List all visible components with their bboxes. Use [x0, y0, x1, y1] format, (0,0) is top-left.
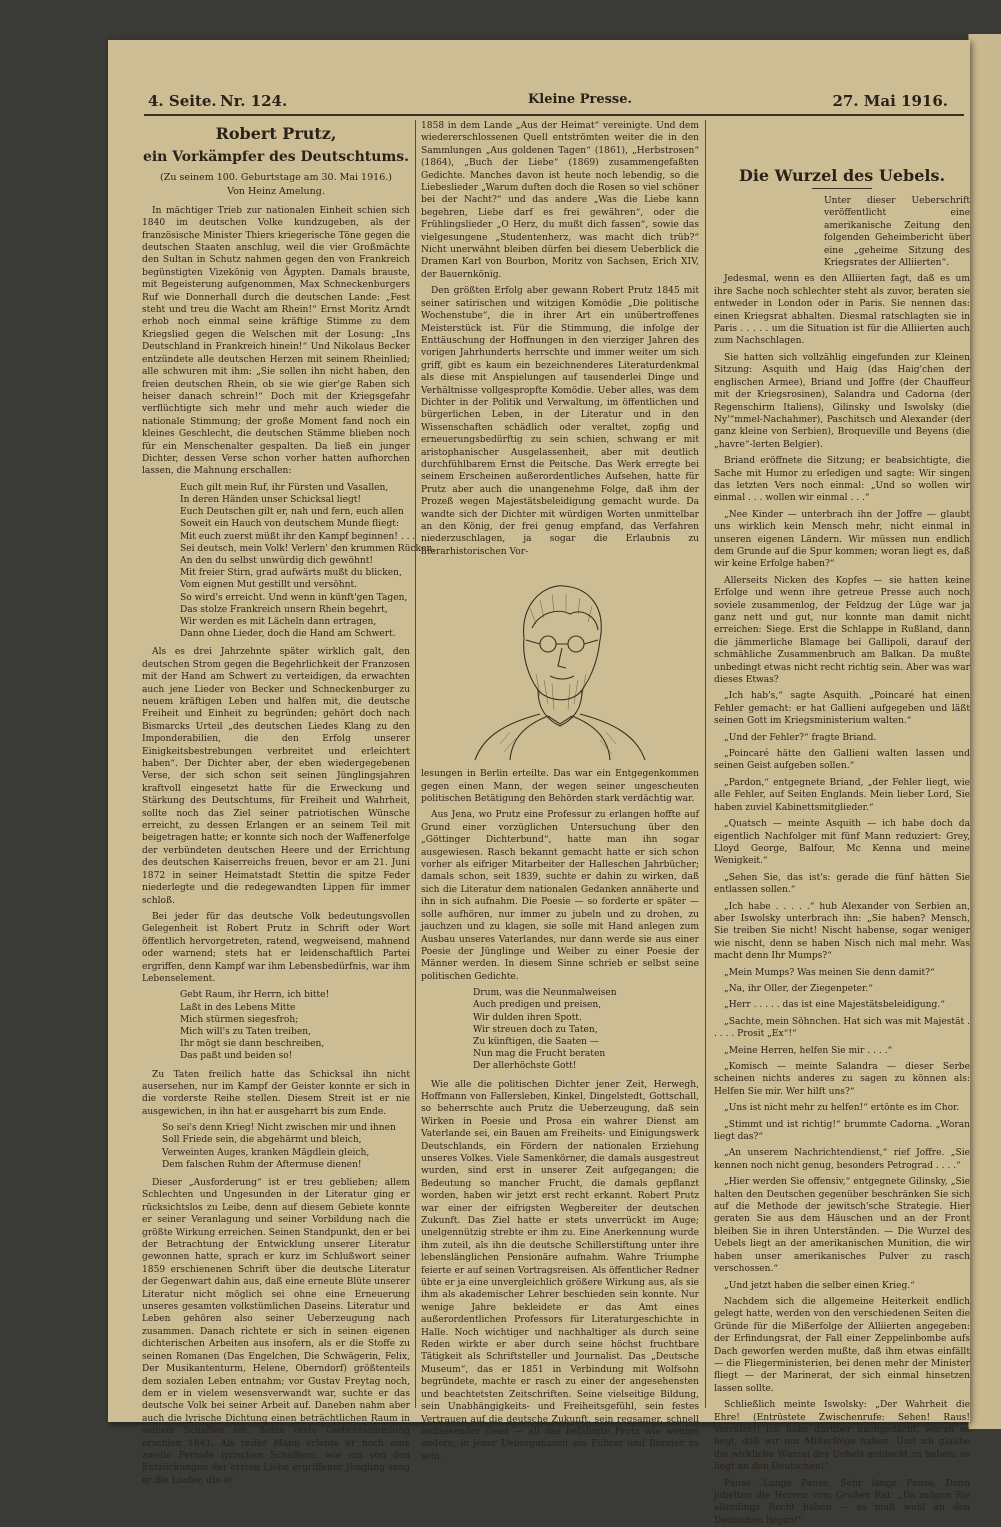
paragraph: 1858 in dem Lande „Aus der Heimat“ vereinigte. Und dem wiedererschlossenen Quell entströmten weiter die in den Sammlungen „Aus goldenen Tagen“ (1861), „Herbstrosen“ (1864), „Buch der Liebe“ (1869) zusammengefaßten Gedichte. Manches davon ist heute noch lebendig, so die Liebeslieder „Warum duften doch die Rosen so viel schöner bei der Nacht?“ und das andere „Was die Liebe kann begehren, Liebe darf es frei gewähren“, oder die Frühlingslieder „O Herz, du mußt dich fassen“, sowie das vielgesungene „Studentenherz, was macht dich trüb?“ Nicht unerwähnt bleiben dürfen bei diesem Ueberblick die Dramen Karl von Bourbon, Moritz von Sachsen, Erich XIV, der Bauernkönig. — [421, 121, 699, 280]
page-number: 4. Seite. — [148, 92, 217, 110]
scan-left-margin — [0, 0, 108, 1442]
poem-3 — [162, 1122, 410, 1171]
poem-line: Ihr mögt sie dann beschreiben, — [180, 1039, 325, 1050]
article-title: Robert Prutz, — [215, 124, 337, 143]
poem-line: Sei deutsch, mein Volk! Verlern' den krummen Rücken, — [180, 543, 436, 554]
paragraph: „Herr . . . . . das ist eine Majestätsbeleidigung.“ — [724, 1000, 945, 1011]
page-header — [148, 92, 960, 114]
adjacent-page-edge — [968, 34, 1001, 1429]
poem-line: Dann ohne Lieder, doch die Hand am Schwert. — [180, 629, 396, 640]
poem-line: Vom eignen Mut gestillt und versöhnt. — [180, 580, 358, 591]
article-byline: Von Heinz Amelung. — [227, 186, 325, 198]
poem-line: Das stolze Frankreich unsern Rhein begehrt, — [180, 604, 388, 615]
poem-line: Nun mag die Frucht beraten — [473, 1049, 606, 1060]
poem-line: Mit euch zuerst müßt ihr den Kampf beginnen! . . . — [180, 531, 416, 542]
paragraph: „Komisch — meinte Salandra — dieser Serbe scheinen nichts anderes zu sagen zu können als: Helfen Sie mir. Wer hilft uns?“ — [714, 1062, 970, 1097]
poem-line: Auch predigen und preisen, — [473, 1000, 602, 1011]
paragraph: „Quatsch — meinte Asquith — ich habe doch da eigentlich Nachfolger mit fünf Mann reduziert: Grey, Lloyd George, Balfour, Mc Kenna und meine Wenigkeit.“ — [714, 819, 970, 867]
article-occasion: (Zu seinem 100. Geburtstage am 30. Mai 1916.) — [160, 172, 392, 183]
poem-line: Zu künftigen, die Saaten — — [473, 1036, 600, 1047]
column-1 — [142, 120, 436, 1486]
poem-line: Mit freier Stirn, grad aufwärts mußt du blicken, — [180, 568, 402, 579]
poem-line: Wir werden es mit Lächeln dann ertragen, — [180, 616, 377, 627]
title-rule — [812, 188, 872, 189]
paragraph: „Meine Herren, helfen Sie mir . . . .“ — [724, 1045, 893, 1056]
poem-line: Laßt in des Lebens Mitte — [180, 1002, 296, 1013]
poem-line: Verweinten Auges, kranken Mägdlein gleich, — [162, 1147, 370, 1158]
article-intro: Unter dieser Ueberschrift veröffentlicht eine amerikanische Zeitung den folgenden Geheimbericht über eine „geheime Sitzung des Kriegsrates der Alliierten“. — [824, 196, 970, 269]
poem-2 — [180, 989, 410, 1062]
portrait-illustration — [440, 564, 680, 760]
paragraph: „Sachte, mein Söhnchen. Hat sich was mit Majestät . . . . . Prosit „Ex“!“ — [714, 1016, 970, 1040]
paragraph: „Pardon,“ entgegnete Briand, „der Fehler liegt, wie alle Fehler, auf Seiten Englands. Mein lieber Lord, Sie haben zuviel Kabinettsmitglieder.“ — [714, 777, 970, 813]
paragraph: Allerseits Nicken des Kopfes — sie hatten keine Erfolge und wenn ihre getreue Presse auch noch soviele zusammenlog, der Feldzug der Lüge war ja ganz nett und gut, nur konnte man damit nicht erreichen: Siege. Erst die Schlappe in Rußland, dann die jämmerliche Blamage bei Gallipoli, darauf der schmähliche Zusammenbruch am Balkan. Da mußte unbedingt etwas nicht recht richtig sein. Aber was war dieses Etwas? — [714, 575, 970, 686]
paragraph: „An unserem Nachrichtendienst,“ rief Joffre. „Sie kennen noch nicht genug, besonders Petrograd . . . .“ — [714, 1148, 970, 1171]
article-subtitle: ein Vorkämpfer des Deutschtums. — [142, 149, 410, 165]
poem-line: Dem falschen Ruhm der Aftermuse dienen! — [162, 1159, 362, 1170]
paragraph: Sie hatten sich vollzählig eingefunden zur Kleinen Sitzung: Asquith und Haig (das Haig'chen der englischen Armee), Briand und Joffre (der Chauffeur mit der Kriegsrosinen), Salandra und Cadorna (der Regenschirm Italiens), Gilinsky und Iswolsky (die Ny'“mmel-Nachahmer), Paschitsch und Alexander (der ganz kleine von Serbien), Broqueville und Beyens (die „havre“-lerten Belgier). — [714, 352, 970, 450]
poem-line: An den du selbst unwürdig dich gewöhnt! — [180, 555, 374, 566]
column-2 — [421, 120, 699, 1462]
poem-line: Euch Deutschen gilt er, nah und fern, euch allen — [180, 507, 404, 518]
poem-line: Das paßt und beiden so! — [180, 1051, 293, 1062]
paragraph: Wie alle die politischen Dichter jener Zeit, Herwegh, Hoffmann von Fallersleben, Kinkel, Dingelstedt, Gottschall, so beherrschte auch Prutz die Ueberzeugung, daß sein Wirken in Poesie und Prosa ein wahrer Dienst am Vaterlande sei, ein Bauen am Freiheits- und Einigungswerk Deutschlands, ein Fördern der nationalen Erziehung unseres Volkes. Viele Samenkörner, die damals ausgestreut wurden, sind erst in unserer Zeit aufgegangen; die Bedeutung so mancher Frucht, die damals gepflanzt worden, haben wir jetzt erst recht erkannt. Robert Prutz war einer der eifrigsten Wegbereiter der deutschen Zukunft. Das Ziel hatte er stets unverrückt im Auge; unelgennützig strebte er ihm zu. Eine Anerkennung wurde ihm zuteil, als ihn die deutsche Schillerstiftung unter ihre lebenslänglichen Pensionäre aufnahm. Wahre Triumphe feierte er auf seinen Vortragsreisen. Als öffentlicher Redner übte er ja eine unvergleichlich größere Wirkung aus, als sie ihm als akademischer Lehrer beschieden sein konnte. Nur wenige Jahre bekleidete er das Amt eines außerordentlichen Professors für Literaturgeschichte in Halle. Noch wichtiger und nachhaltiger als durch seine Reden wirkte er aber durch seine höchst fruchtbare Tätigkeit als Schriftsteller und Journalist. Das „Deutsche Museum“, das er 1851 in Verbindung mit Wolfsohn begründete, machte er rasch zu einer der angesehensten und beachtetsten Zeitschriften. Seine vielseitige Bildung, sein Unabhängigkeits- und Freiheitsgefühl, sein festes Vertrauen auf die deutsche Zukunft, sein regsamer, schnell auffassender Geist — all das befähigte Prutz wie wenige andere, in jener Ueberganazeit ein Führer und Berater zu sein. — [421, 1079, 699, 1462]
paragraph: „Mein Mumps? Was meinen Sie denn damit?“ — [724, 967, 935, 978]
paragraph: Nachdem sich die allgemeine Heiterkeit endlich gelegt hatte, werden von den verschiedenen Seiten die Gründe für die Mißerfolge der Alliierten angegeben: der Erfindungsrat, der Fall einer Zeppelinbombe aufs Dach geworfen werden mußte, daß ihm etwas einfällt — die Fliegerministerien, bei denen mehr der Minister fliegt — der Marinerat, der sich einmal hinsetzen lassen sollte. — [714, 1296, 970, 1394]
poem-line: Drum, was die Neunmalweisen — [473, 988, 617, 999]
paragraph: Als es drei Jahrzehnte später wirklich galt, den deutschen Strom gegen die Begehrlichkeit der Franzosen mit der Hand am Schwert zu verteidigen, da erwachten auch jene Lieder von Becker und Schneckenburger zu neuem kräftigen Leben und halfen mit, die deutsche Freiheit und Einheit zu begründen; gehört doch nach Bismarcks Urteil „des deutschen Liedes Klang zu den Imponderabilien, die den Erfolg unserer Einigkeitsbestrebungen verbreitet und erleichtert haben“. Der Dichter aber, der eben wiedergegebenen Verse, der sich schon seit seinen Jünglingsjahren kraftvoll eingesetzt hatte für die Erweckung und Stärkung des Deutschtums, für Freiheit und Wahrheit, sollte noch das Ziel seiner patriotischen Wünsche erreicht, zu dessen Erlangen er an seinem Teil mit beigetragen hatte; er konnte sich noch der Waffenerfolge der verbündeten deutschen Heere und der Errichtung des deutschen Kaiserreichs freuen, bevor er am 21. Juni 1872 in seiner Heimatstadt Stettin die spitze Feder niederlegte und die redegewandten Lippen für immer schloß. — [142, 647, 410, 906]
paragraph: Zu Taten freilich hatte das Schicksal ihn nicht ausersehen, nur im Kampf der Geister konnte er sich in die vorderste Reihe stellen. Diesem Streit ist er nie ausgewichen, in ihn hat er ausgeharrt bis zum Ende. — [142, 1069, 410, 1117]
article-title-2: Die Wurzel des Uebels. — [738, 166, 946, 185]
paragraph: Jedesmal, wenn es den Alliierten fagt, daß es um ihre Sache noch schlechter steht als zuvor, beraten sie entweder in London oder in Paris. Sie nennen das: einen Kriegsrat abhalten. Diesmal ratschlagten sie in Paris . . . . . um die Situation ist für die Alliierten auch zum Nachschlagen. — [714, 274, 970, 347]
paragraph: „Nee Kinder — unterbrach ihn der Joffre — glaubt uns wirklich kein Mensch mehr, nicht einmal in unseren eigenen Ländern. Wir müssen nun endlich dem Grunde auf die Spur kommen; woran liegt es, daß wir keine Erfolge haben?“ — [714, 509, 970, 570]
column-divider — [705, 120, 706, 1408]
paragraph: „Und der Fehler?“ fragte Briand. — [724, 732, 877, 743]
paragraph: Pause. Lange Pause. Sehr lange Pause. Dann jubelten die Herren vom Großen Rat: „Da mögen Sie allerdings Recht haben — es muß wohl an den Deutschen liegen!“ — [714, 1478, 970, 1526]
paragraph: „Uns ist nicht mehr zu helfen!“ ertönte es im Chor. — [724, 1103, 960, 1114]
paragraph: lesungen in Berlin erteilte. Das war ein Entgegenkommen gegen einen Mann, der wegen seiner ungescheuten politischen Betätigung den Behörden stark verdächtig war. — [421, 769, 699, 805]
poem-line: In deren Händen unser Schicksal liegt! — [180, 494, 362, 505]
poem-line: Wir streuen doch zu Taten, — [473, 1024, 598, 1035]
poem-line: Der allerhöchste Gott! — [473, 1061, 577, 1072]
paragraph: Den größten Erfolg aber gewann Robert Prutz 1845 mit seiner satirischen und witzigen Komödie „Die politische Wochenstube“, die in ihrer Art ein unübertroffenes Meisterstück ist. Für die Stimmung, die infolge der Enttäuschung der Hoffnungen in den vierziger Jahren des vorigen Jahrhunderts herrschte und immer weiter um sich griff, gibt es kaum ein bezeichnenderes Literaturdenkmal als diese mit Anspielungen auf tausenderlei Dinge und Verhältnisse vollgespropfte Komödie. Ueber alles, was dem Dichter in der Politik und Verwaltung, im öffentlichen und bürgerlichen Leben, in der Literatur und in den Wissenschaften schädlich oder veraltet, zopfig und erneuerungsbedürftig zu sein schien, schwang er mit aristophanischer Ausgelassenheit, aber mit deutlich durchfühlbarem Ernst die Peitsche. Das Werk erregte bei seinem Erscheinen außerordentliches Aufsehen, hatte für Prutz aber auch die unangenehme Folge, daß ihm der Prozeß wegen Majestätsbeleidigung gemacht wurde. Da wandte sich der Dichter mit würdigen Worten unmittelbar an den König, der frei genug empfand, das Verfahren niederzuschlagen, ja sogar die Erlaubnis zu literarhistorischen Vor- — [421, 286, 699, 557]
paragraph: Schließlich meinte Iswolsky: „Der Wahrheit die Ehre! (Entrüstete Zwischenrufe: Sehen! Raus! Verräter!) Ich habe darüber nachgedacht, woran es liegt, daß wir nur Mißerfolge haben. Und ich glaube die wirkliche Wurzel des Uebels entdeckt zu haben: es liegt an den Deutschen!“ — [714, 1400, 970, 1473]
paragraph: „Na, ihr Oller, der Ziegenpeter.“ — [724, 983, 873, 994]
poem-line: Soll Friede sein, die abgehärmt und bleich, — [162, 1135, 362, 1146]
poem-line: So wird's erreicht. Und wenn in künft'gen Tagen, — [180, 592, 408, 603]
paragraph: Briand eröffnete die Sitzung; er beabsichtigte, die Sache mit Humor zu erledigen und sagte: Wir singen das letzten Vers noch einmal: „Und so wollen wir einmal . . . wollen wir einmal . . .“ — [714, 456, 970, 504]
paragraph: „Und jetzt haben die selber einen Krieg.“ — [724, 1280, 915, 1291]
poem-line: Soweit ein Hauch von deutschem Munde fliegt: — [180, 519, 400, 530]
paragraph: Aus Jena, wo Prutz eine Professur zu erlangen hoffte auf Grund einer vorzüglichen Untersuchung über den „Göttinger Dichterbund“, hatte man ihn sogar ausgewiesen. Rasch bekannt gemacht hatte er sich schon vorher als eifriger Mitarbeiter der Halleschen Jahrbücher; damals schon, seit 1839, suchte er dahin zu wirken, daß sich die Literatur dem nationalen Gedanken annäherte und ihn in sich aufnahm. Die Poesie — so forderte er später — solle aufhören, nur immer zu jubeln und zu drohen, zu jauchzen und zu klagen, sie solle mit Hand anlegen zum Ausbau unseres Vaterlandes, nur dann werde sie aus einer Poesie der Jünglinge und Weiber zu einer Poesie der Männer werden. In diesem Sinne schrieb er selbst seine politischen Gedichte. — [421, 810, 699, 982]
paragraph: „Ich habe . . . . .“ hub Alexander von Serbien an, aber Iswolsky unterbrach ihn: „Sie haben? Mensch, Sie treiben Sie nicht! Nischt habense, sogar weniger wie nischt, denn se haben Nisch nich mal mehr. Was macht denn Ihr Mumps?“ — [714, 901, 970, 962]
paragraph: „Stimmt und ist richtig!“ brummte Cadorna. „Woran liegt das?“ — [714, 1119, 970, 1143]
poem-line: Euch gilt mein Ruf, ihr Fürsten und Vasallen, — [180, 482, 389, 493]
paragraph: „Hier werden Sie offensiv,“ entgegnete Gilinsky, „Sie halten den Deutschen gegenüber beschränken Sie sich auf die Methode der jewitsch'sche Strategie. Hier geraten Sie aus dem Häuschen und an der Front bleiben Sie in ihren Unterständen. — Die Wurzel des Uebels liegt an der amerikanischen Munition, die wir haben unser amerikanisches Pulver zu rasch verschossen.“ — [714, 1177, 970, 1275]
paragraph: „Poincaré hätte den Gallieni walten lassen und seinen Geist aufgeben sollen.“ — [714, 749, 970, 772]
paragraph: „Ich hab's,“ sagte Asquith. „Poincaré hat einen Fehler gemacht: er hat Gallieni aufgegeben und läßt seinen Gott im Kriegsministerium walten.“ — [714, 691, 970, 727]
paragraph: Dieser „Ausforderung“ ist er treu geblieben; allem Schlechten und Ungesunden in der Literatur ging er rücksichtslos zu Leibe, denn auf diesem Gebiete konnte er seiner Veranlagung und seiner Vorbildung nach die größte Wirkung erreichen. Seinen Standpunkt, den er bei der Betrachtung der Entwicklung unserer Literatur gewonnen hatte, sprach er kurz im Schlußwort seiner 1859 erschienenen Schrift über die deutsche Literatur der Gegenwart dahin aus, daß eine erneute Blüte unserer Literatur nicht möglich sei ohne eine Erneuerung unseres gesamten volkstümlichen Daseins. Literatur und Leben gehören also seiner Ueberzeugung nach zusammen. Danach richtete er sich in seinen eigenen dichterischen Arbeiten aus insofern, als er die Stoffe zu seinen Romanen (Das Engelchen, Die Schwägerin, Felix, Der Musikantenturm, Helene, Oberndorf) größtenteils dem sozialen Leben entnahm; vor Gustav Freytag noch, dem er in vielem wesensverwandt war, suchte er das deutsche Volk bei seiner Arbeit auf. Daneben nahm aber auch die lyrische Dichtung einen beträchtlichen Raum in seinem Schaffen ein. Seine erste Gedichtsammlung erschien 1841. Als reifer Mann erlebte er noch eine zweite Periode lyrischen Schaffens; wie ein von den Entzückungen der ersten Liebe ergriffener Jüngling sang er die Lieder, die er — [142, 1178, 410, 1486]
poem-line: Mich stürmen siegesfroh; — [180, 1014, 299, 1025]
poem-line: So sei's denn Krieg! Nicht zwischen mir und ihnen — [162, 1123, 396, 1134]
paragraph: In mächtiger Trieb zur nationalen Einheit schien sich 1840 im deutschen Volke kundzugeben, als der französische Minister Thiers kriegerische Töne gegen die deutschen Staaten anschlug, weil die vier Großmächte den Sultan in Schutz nahmen gegen den von Frankreich begünstigten Vizekönig von Ägypten. Damals brauste, mit Begeisterung aufgenommen, Max Schneckenburgers Ruf wie Donnerhall durch die deutschen Lande: „Fest steht und treu die Wacht am Rhein!“ Ernst Moritz Arndt erhob noch einmal seine kräftige Stimme zu dem Kriegslied gegen die Welschen mit der Losung: „Ins Deutschland in Frankreich hinein!“ Und Nikolaus Becker entzündete alle deutschen Herzen mit seinem Rheinlied; alle schwuren mit ihm: „Sie sollen ihn nicht haben, den freien deutschen Rhein, ob sie wie gier'ge Raben sich heiser danach schrein!“ Doch mit der Kriegsgefahr verflüchtigte sich mehr und mehr auch wieder die nationale Stimmung; der große Moment fand noch ein kleines Geschlecht, die deutschen Stämme blieben noch für ein Menschenalter gespalten. Da ließ ein junger Dichter, dessen Verse schon vorher hatten aufhorchen lassen, die Mahnung erschallen: — [142, 205, 410, 477]
issue-date: 27. Mai 1916. — [832, 92, 948, 110]
header-rule — [144, 114, 964, 116]
poem-4 — [473, 987, 699, 1072]
column-3 — [714, 120, 970, 1526]
article-body — [714, 273, 970, 1527]
poem-line: Gebt Raum, ihr Herrn, ich bitte! — [180, 990, 330, 1001]
paragraph: Bei jeder für das deutsche Volk bedeutungsvollen Gelegenheit ist Robert Prutz in Schrift oder Wort öffentlich hervorgetreten, ratend, wegweisend, mahnend oder warnend; stets hat er leidenschaftlich Partei ergriffen, denn Kampf war ihm Lebensbedürfnis, war ihm Lebenselement. — [142, 911, 410, 984]
column-divider — [415, 120, 416, 1408]
newspaper-name: Kleine Presse. — [528, 92, 633, 107]
issue-number: Nr. 124. — [220, 92, 288, 110]
newspaper-page — [108, 40, 970, 1526]
paragraph: „Sehen Sie, das ist's: gerade die fünf hätten Sie entlassen sollen.“ — [714, 872, 970, 896]
poem-line: Mich will's zu Taten treiben, — [180, 1026, 311, 1037]
poem-line: Wir dulden ihren Spott. — [473, 1012, 582, 1023]
poem-1 — [180, 482, 436, 641]
